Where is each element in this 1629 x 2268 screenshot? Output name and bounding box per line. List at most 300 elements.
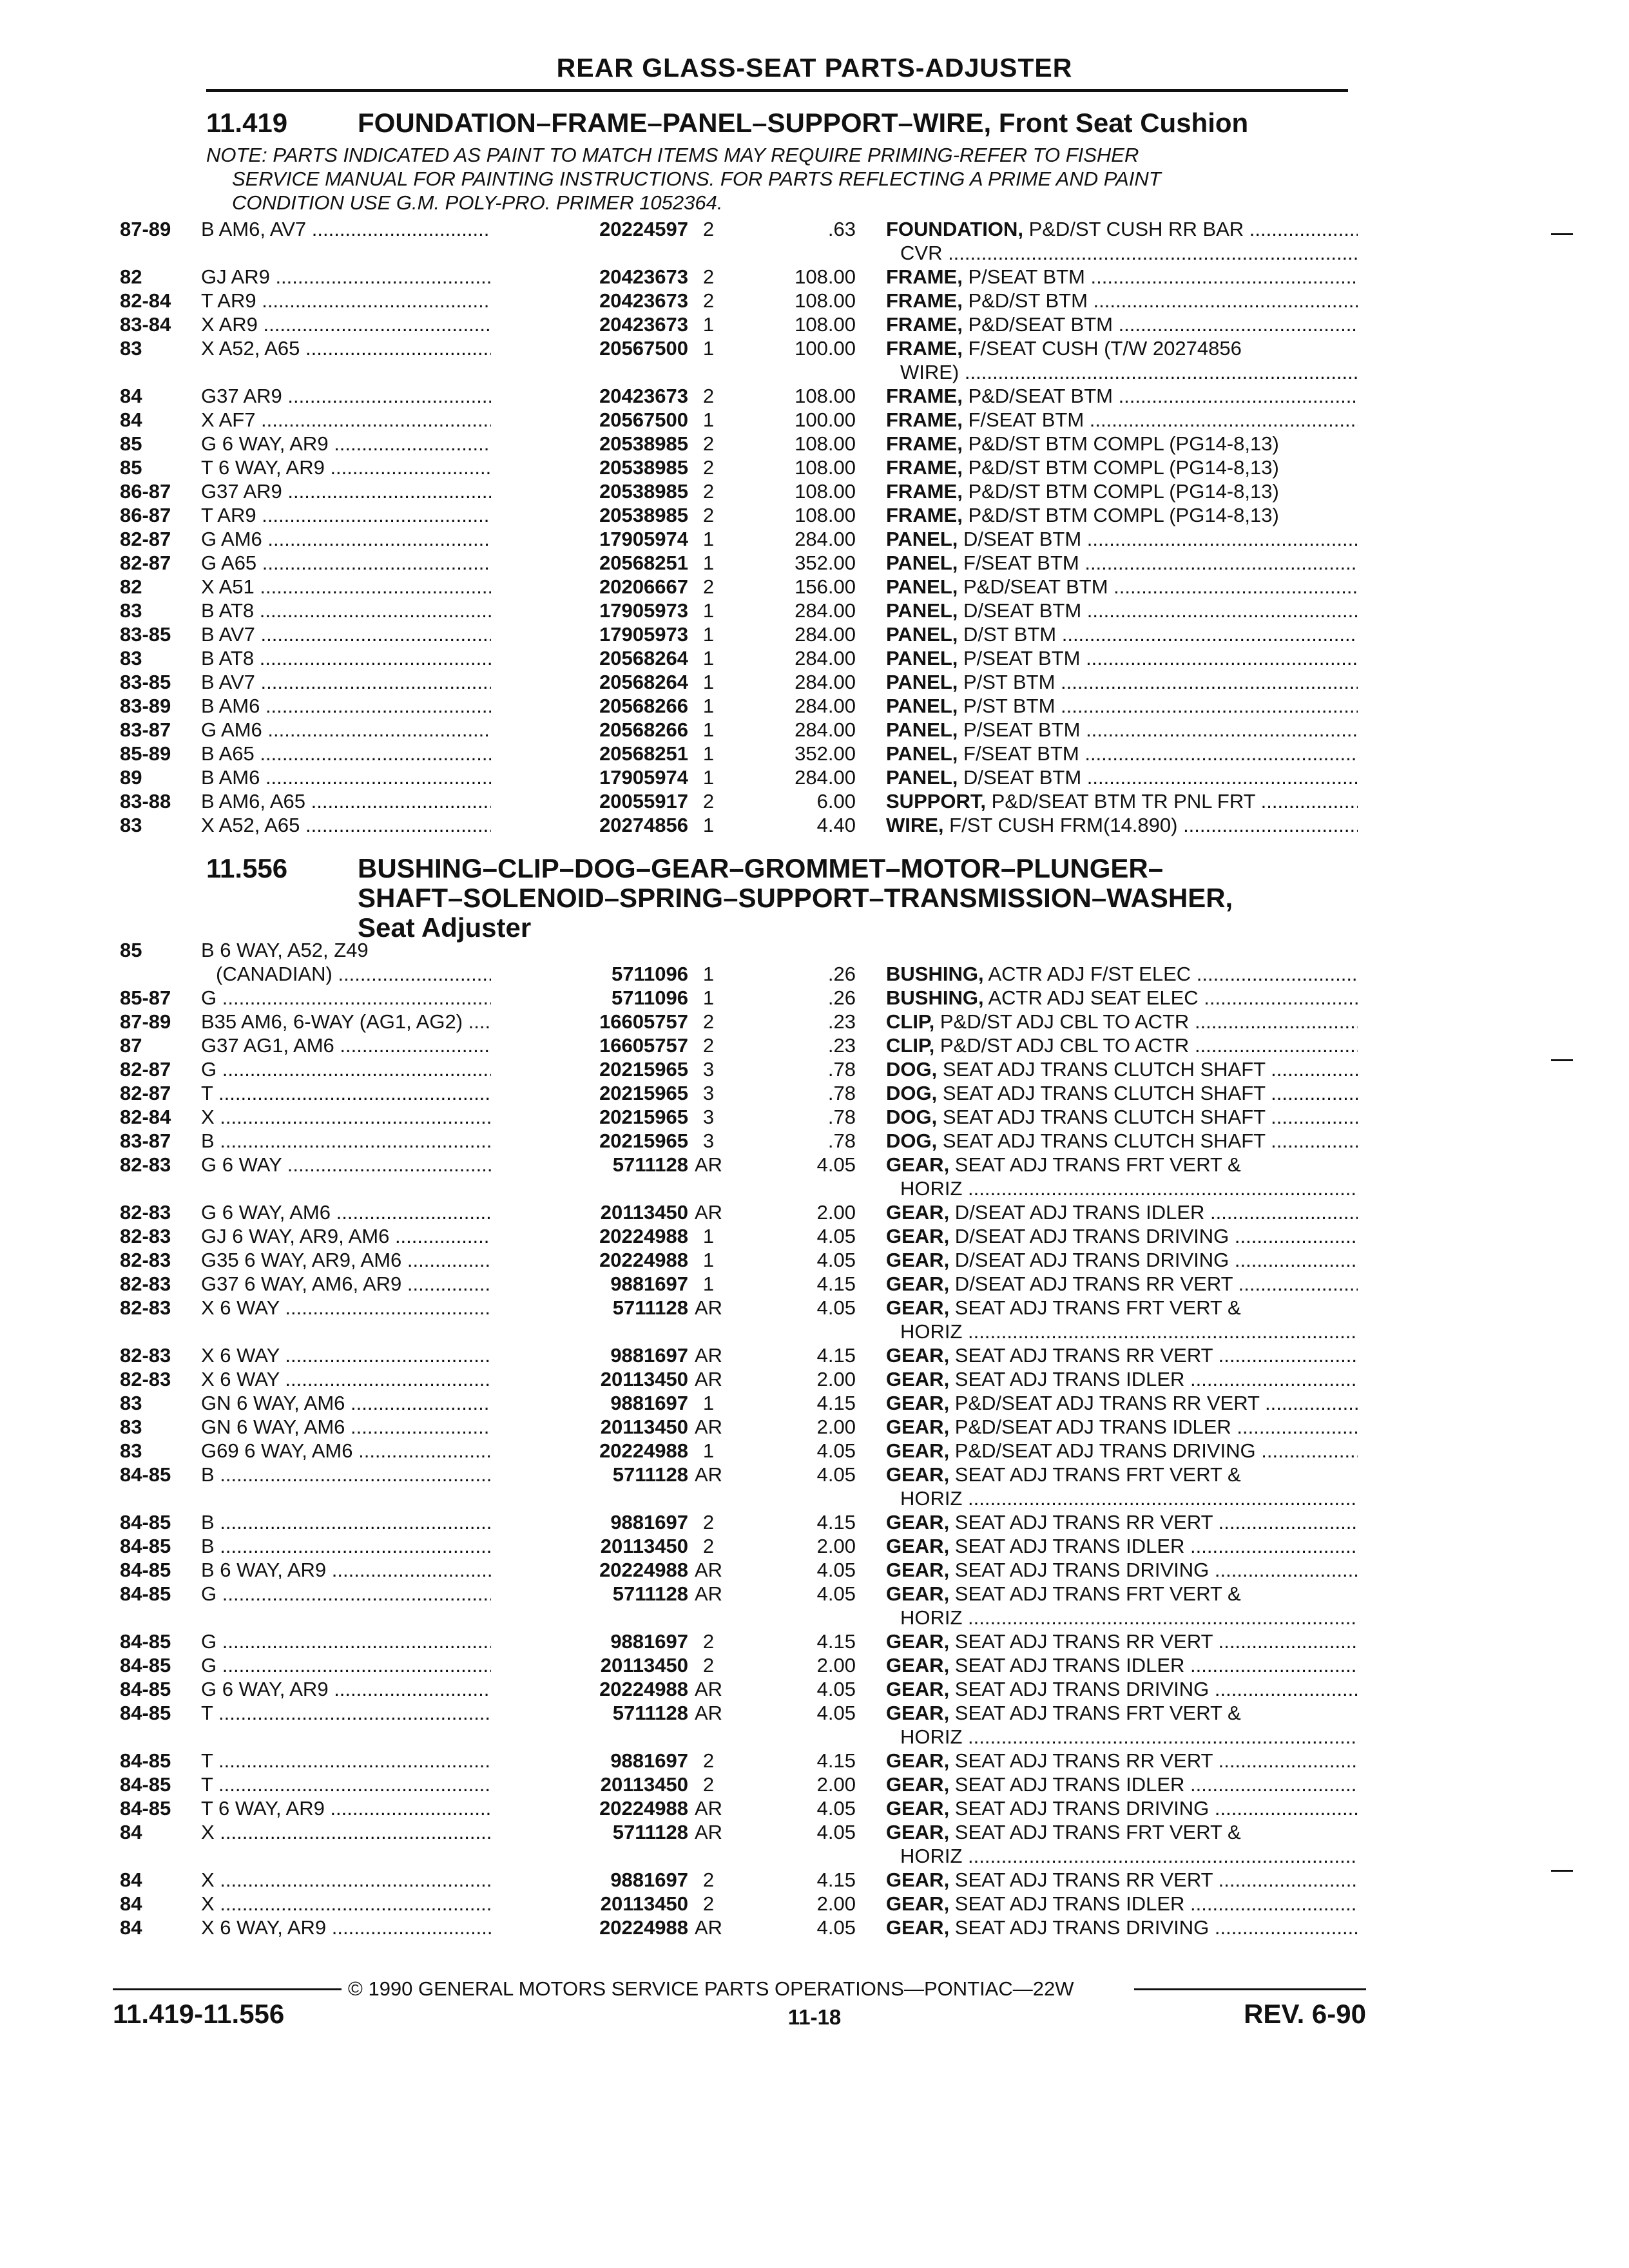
- part-name: GEAR,: [886, 1416, 950, 1438]
- part-description: [886, 551, 1358, 575]
- table-row: [0, 1057, 1629, 1081]
- part-description: [886, 1057, 1358, 1081]
- model-application: G37 AG1, AM6 .....: [201, 1033, 543, 1057]
- part-detail: F/SEAT BTM: [958, 742, 1079, 765]
- model-years: 85: [120, 456, 142, 479]
- continuation-row: [0, 1320, 1629, 1343]
- model-application: G 6 WAY, AR9 .....: [201, 432, 543, 456]
- table-row: [0, 1105, 1629, 1129]
- table-row: [0, 1653, 1629, 1677]
- part-detail: SEAT ADJ TRANS IDLER: [949, 1368, 1185, 1390]
- part-name: SUPPORT,: [886, 790, 987, 812]
- price: 4.05: [816, 1225, 856, 1247]
- part-number: 20215965: [491, 1105, 688, 1129]
- part-detail: SEAT ADJ TRANS RR VERT: [949, 1511, 1213, 1533]
- part-detail: F/SEAT BTM: [958, 552, 1079, 574]
- model-application: G .....: [201, 1629, 543, 1653]
- part-name: DOG,: [886, 1129, 938, 1152]
- part-detail: SEAT ADJ TRANS IDLER: [949, 1535, 1185, 1557]
- part-detail: P&D/SEAT BTM: [958, 575, 1108, 598]
- table-row: [0, 1081, 1629, 1105]
- part-name: GEAR,: [886, 1273, 950, 1295]
- model-years: 84-85: [120, 1678, 171, 1700]
- model-application: X A52, A65 .....: [201, 813, 543, 837]
- table-row: [0, 1010, 1629, 1033]
- model-application: GN 6 WAY, AM6 .....: [201, 1391, 543, 1415]
- part-description: [886, 1391, 1358, 1415]
- quantity: 2: [702, 1034, 715, 1057]
- model-years: 82-83: [120, 1344, 171, 1367]
- part-number: 20224988: [491, 1248, 688, 1272]
- price: 284.00: [795, 695, 856, 717]
- part-name: GEAR,: [886, 1535, 950, 1557]
- model-years: 85: [120, 939, 142, 961]
- quantity: 2: [702, 385, 715, 407]
- note-line: SERVICE MANUAL FOR PAINTING INSTRUCTIONS. FOR PARTS REFLECTING A PRIME AND PAINT: [232, 168, 1161, 190]
- part-name: GEAR,: [886, 1869, 950, 1891]
- part-detail: P/SEAT BTM: [962, 265, 1085, 288]
- part-name: PANEL,: [886, 623, 958, 646]
- part-detail: SEAT ADJ TRANS RR VERT: [949, 1869, 1213, 1891]
- quantity: 1: [702, 408, 715, 431]
- section-title: FOUNDATION–FRAME–PANEL–SUPPORT–WIRE, Front Seat Cushion: [358, 108, 1249, 138]
- part-name: GEAR,: [886, 1511, 950, 1533]
- part-detail: SEAT ADJ TRANS FRT VERT &: [949, 1821, 1241, 1843]
- model-years: 83: [120, 1439, 142, 1462]
- part-detail: SEAT ADJ TRANS DRIVING: [949, 1559, 1210, 1581]
- price: 6.00: [816, 790, 856, 812]
- part-number: 20113450: [491, 1200, 688, 1224]
- model-application: T AR9 .....: [201, 289, 543, 312]
- part-detail: SEAT ADJ TRANS IDLER: [949, 1654, 1185, 1677]
- part-number: 20113450: [491, 1534, 688, 1558]
- part-detail: P&D/SEAT BTM TR PNL FRT: [986, 790, 1256, 812]
- quantity: AR: [694, 1344, 723, 1367]
- part-number: 20423673: [491, 312, 688, 336]
- part-name: WIRE,: [886, 814, 944, 836]
- model-application: X A51 .....: [201, 575, 543, 599]
- model-application: X 6 WAY, AR9 .....: [201, 1916, 543, 1939]
- part-detail: P/SEAT BTM: [958, 718, 1081, 741]
- part-description: [886, 1677, 1358, 1701]
- model-years: 82-87: [120, 528, 171, 550]
- model-years: 85: [120, 432, 142, 455]
- part-number: 20224988: [491, 1796, 688, 1820]
- price: 4.05: [816, 1559, 856, 1581]
- continuation-row: [0, 1177, 1629, 1200]
- model-years: 83: [120, 599, 142, 622]
- quantity: 1: [702, 1273, 715, 1295]
- table-row: [0, 1796, 1629, 1820]
- part-detail: SEAT ADJ TRANS CLUTCH SHAFT: [937, 1082, 1266, 1104]
- table-row: [0, 456, 1629, 479]
- part-detail: P/ST BTM: [958, 671, 1055, 693]
- part-number: 20568251: [491, 742, 688, 765]
- model-application: X AR9 .....: [201, 312, 543, 336]
- part-description: [886, 1439, 1358, 1463]
- part-detail: F/SEAT CUSH (T/W 20274856: [962, 337, 1242, 360]
- model-years: 83-89: [120, 695, 171, 717]
- model-application: B .....: [201, 1129, 543, 1153]
- quantity: 2: [702, 1869, 715, 1891]
- price: 108.00: [795, 504, 856, 526]
- model-application: B .....: [201, 1534, 543, 1558]
- section-number: 11.556: [206, 853, 288, 883]
- part-detail: P&D/SEAT ADJ TRANS RR VERT: [949, 1392, 1260, 1414]
- model-application: X 6 WAY .....: [201, 1296, 543, 1320]
- part-detail: F/SEAT BTM: [962, 408, 1084, 431]
- part-number: 20113450: [491, 1773, 688, 1796]
- model-application: X 6 WAY .....: [201, 1367, 543, 1391]
- part-description: [886, 742, 1358, 765]
- price: 2.00: [816, 1368, 856, 1390]
- part-number: 20055917: [491, 789, 688, 813]
- quantity: AR: [694, 1416, 723, 1438]
- model-application: G .....: [201, 986, 543, 1010]
- part-detail: ACTR ADJ SEAT ELEC: [983, 986, 1199, 1009]
- model-application: T AR9 .....: [201, 503, 543, 527]
- table-row: [0, 1534, 1629, 1558]
- quantity: 2: [702, 432, 715, 455]
- part-detail: SEAT ADJ TRANS RR VERT: [949, 1630, 1213, 1653]
- price: 4.15: [816, 1749, 856, 1772]
- table-row: [0, 1558, 1629, 1582]
- part-description: [886, 1916, 1358, 1939]
- quantity: 2: [702, 289, 715, 312]
- table-row: [0, 646, 1629, 670]
- part-detail: P&D/ST ADJ CBL TO ACTR: [934, 1010, 1190, 1033]
- part-name: FRAME,: [886, 432, 963, 455]
- part-name: FOUNDATION,: [886, 218, 1023, 240]
- part-detail: P&D/ST BTM COMPL (PG14-8,13): [962, 504, 1279, 526]
- table-row: [0, 551, 1629, 575]
- part-description: [886, 1272, 1358, 1296]
- price: 4.15: [816, 1511, 856, 1533]
- revision: REV. 6-90: [1244, 1999, 1366, 2029]
- model-years: 84: [120, 1821, 142, 1843]
- part-description: [886, 670, 1358, 694]
- part-number: 20538985: [491, 432, 688, 456]
- part-name: PANEL,: [886, 695, 958, 717]
- price: .26: [827, 963, 856, 985]
- part-description: [886, 1701, 1358, 1725]
- table-row: [0, 1343, 1629, 1367]
- model-application: B 6 WAY, AR9 .....: [201, 1558, 543, 1582]
- model-years: 84-85: [120, 1559, 171, 1581]
- part-detail: SEAT ADJ TRANS RR VERT: [949, 1749, 1213, 1772]
- model-application: B AM6, AV7 .....: [201, 217, 543, 241]
- price: .23: [827, 1010, 856, 1033]
- price: 284.00: [795, 599, 856, 622]
- quantity: 1: [702, 528, 715, 550]
- model-application: B AM6, A65 .....: [201, 789, 543, 813]
- note-line: CONDITION USE G.M. POLY-PRO. PRIMER 1052364.: [232, 191, 723, 214]
- part-name: GEAR,: [886, 1630, 950, 1653]
- part-description: [886, 962, 1358, 986]
- part-detail: P&D/SEAT ADJ TRANS DRIVING: [949, 1439, 1256, 1462]
- part-name: GEAR,: [886, 1892, 950, 1915]
- table-row: [0, 1296, 1629, 1320]
- description-continuation: HORIZ .....: [886, 1320, 1358, 1343]
- part-detail: P&D/ST BTM COMPL (PG14-8,13): [962, 480, 1279, 503]
- part-number: 20423673: [491, 289, 688, 312]
- part-description: [886, 622, 1358, 646]
- part-description: [886, 527, 1358, 551]
- part-detail: SEAT ADJ TRANS FRT VERT &: [949, 1702, 1241, 1724]
- model-years: 82-83: [120, 1225, 171, 1247]
- model-years: 83-87: [120, 718, 171, 741]
- part-name: GEAR,: [886, 1654, 950, 1677]
- part-detail: P&D/ST BTM COMPL (PG14-8,13): [962, 456, 1279, 479]
- price: 108.00: [795, 289, 856, 312]
- part-description: [886, 1558, 1358, 1582]
- part-description: [886, 1629, 1358, 1653]
- table-row: [0, 1749, 1629, 1773]
- quantity: AR: [694, 1702, 723, 1724]
- part-number: 20538985: [491, 479, 688, 503]
- quantity: 1: [702, 623, 715, 646]
- model-application: T 6 WAY, AR9 .....: [201, 1796, 543, 1820]
- part-number: 9881697: [491, 1868, 688, 1892]
- part-name: GEAR,: [886, 1678, 950, 1700]
- model-application: B .....: [201, 1463, 543, 1486]
- part-number: 20113450: [491, 1367, 688, 1391]
- table-row: [0, 432, 1629, 456]
- table-row: [0, 575, 1629, 599]
- price: 4.15: [816, 1630, 856, 1653]
- continuation-row: [0, 360, 1629, 384]
- quantity: 2: [702, 1535, 715, 1557]
- price: 284.00: [795, 718, 856, 741]
- table-row: [0, 265, 1629, 289]
- table-row: [0, 1629, 1629, 1653]
- price: 4.40: [816, 814, 856, 836]
- margin-mark: [1551, 1059, 1573, 1061]
- model-years: 83-84: [120, 313, 171, 336]
- part-number: 20224988: [491, 1677, 688, 1701]
- table-row: [0, 1153, 1629, 1177]
- model-years: 84: [120, 1869, 142, 1891]
- part-name: PANEL,: [886, 575, 958, 598]
- table-row: [0, 1248, 1629, 1272]
- part-description: [886, 1749, 1358, 1773]
- part-name: GEAR,: [886, 1344, 950, 1367]
- part-description: [886, 1343, 1358, 1367]
- part-number: 5711096: [491, 986, 688, 1010]
- part-detail: D/ST BTM: [958, 623, 1057, 646]
- part-name: GEAR,: [886, 1821, 950, 1843]
- part-detail: D/SEAT ADJ TRANS DRIVING: [949, 1225, 1229, 1247]
- quantity: AR: [694, 1916, 723, 1939]
- part-description: [886, 1796, 1358, 1820]
- section-number: 11.419: [206, 108, 288, 138]
- part-description: [886, 503, 1358, 527]
- part-detail: SEAT ADJ TRANS FRT VERT &: [949, 1582, 1241, 1605]
- model-application: T .....: [201, 1081, 543, 1105]
- model-years: 86-87: [120, 504, 171, 526]
- part-detail: P&D/SEAT BTM: [962, 313, 1113, 336]
- part-number: 20568266: [491, 694, 688, 718]
- model-years: 84-85: [120, 1511, 171, 1533]
- price: 108.00: [795, 480, 856, 503]
- quantity: 3: [702, 1129, 715, 1152]
- model-years: 82-87: [120, 552, 171, 574]
- description-continuation: HORIZ .....: [886, 1725, 1358, 1749]
- quantity: 2: [702, 1892, 715, 1915]
- model-application: G69 6 WAY, AM6 .....: [201, 1439, 543, 1463]
- quantity: 1: [702, 963, 715, 985]
- part-number: 20224988: [491, 1558, 688, 1582]
- price: 4.05: [816, 1153, 856, 1176]
- section-title: [358, 854, 1389, 943]
- table-row: [0, 938, 1629, 962]
- part-description: [886, 1033, 1358, 1057]
- part-description: [886, 1463, 1358, 1486]
- table-row: [0, 1272, 1629, 1296]
- model-years: 83: [120, 647, 142, 669]
- model-years: 87: [120, 1034, 142, 1057]
- quantity: 1: [702, 1249, 715, 1271]
- price: .23: [827, 1034, 856, 1057]
- quantity: 2: [702, 265, 715, 288]
- price: .78: [827, 1129, 856, 1152]
- model-application: G37 AR9 .....: [201, 479, 543, 503]
- part-description: [886, 1153, 1358, 1177]
- quantity: 1: [702, 647, 715, 669]
- part-description: [886, 1010, 1358, 1033]
- title-rule: [206, 89, 1348, 92]
- part-number: 20423673: [491, 265, 688, 289]
- part-name: FRAME,: [886, 313, 963, 336]
- quantity: 1: [702, 986, 715, 1009]
- table-row: [0, 503, 1629, 527]
- part-number: 17905973: [491, 622, 688, 646]
- part-detail: D/SEAT BTM: [958, 528, 1082, 550]
- part-number: 9881697: [491, 1629, 688, 1653]
- part-name: FRAME,: [886, 265, 963, 288]
- part-description: [886, 265, 1358, 289]
- model-years: 84-85: [120, 1463, 171, 1486]
- part-name: PANEL,: [886, 766, 958, 789]
- model-years: 84-85: [120, 1630, 171, 1653]
- part-detail: SEAT ADJ TRANS DRIVING: [949, 1916, 1210, 1939]
- model-application: T 6 WAY, AR9 .....: [201, 456, 543, 479]
- price: 4.05: [816, 1702, 856, 1724]
- part-number: 20113450: [491, 1415, 688, 1439]
- table-row: [0, 789, 1629, 813]
- table-row: [0, 312, 1629, 336]
- price: 284.00: [795, 766, 856, 789]
- table-row: [0, 599, 1629, 622]
- model-years: 82-83: [120, 1273, 171, 1295]
- quantity: 1: [702, 337, 715, 360]
- part-number: 9881697: [491, 1510, 688, 1534]
- part-description: [886, 599, 1358, 622]
- part-name: PANEL,: [886, 528, 958, 550]
- model-application: X .....: [201, 1105, 543, 1129]
- quantity: 1: [702, 695, 715, 717]
- part-number: 5711128: [491, 1820, 688, 1844]
- quantity: 1: [702, 742, 715, 765]
- part-description: [886, 1534, 1358, 1558]
- model-years: 82-83: [120, 1249, 171, 1271]
- model-application: G AM6 .....: [201, 527, 543, 551]
- part-detail: SEAT ADJ TRANS FRT VERT &: [949, 1463, 1241, 1486]
- part-number: 20568264: [491, 646, 688, 670]
- table-row: [0, 1200, 1629, 1224]
- table-row: [0, 1677, 1629, 1701]
- quantity: 3: [702, 1106, 715, 1128]
- part-number: 17905974: [491, 765, 688, 789]
- model-years: 85-89: [120, 742, 171, 765]
- part-name: PANEL,: [886, 552, 958, 574]
- price: .78: [827, 1106, 856, 1128]
- part-name: PANEL,: [886, 742, 958, 765]
- table-row: [0, 479, 1629, 503]
- part-description: [886, 1296, 1358, 1320]
- price: 108.00: [795, 385, 856, 407]
- part-detail: P/ST BTM: [958, 695, 1055, 717]
- part-number: 9881697: [491, 1272, 688, 1296]
- part-number: 20206667: [491, 575, 688, 599]
- model-years: 84: [120, 408, 142, 431]
- part-number: 20113450: [491, 1892, 688, 1916]
- quantity: 1: [702, 766, 715, 789]
- model-application: G AM6 .....: [201, 718, 543, 742]
- part-number: 20215965: [491, 1057, 688, 1081]
- model-years: 84: [120, 1916, 142, 1939]
- model-application: X .....: [201, 1820, 543, 1844]
- part-number: 20215965: [491, 1081, 688, 1105]
- model-application: B AV7 .....: [201, 622, 543, 646]
- part-name: CLIP,: [886, 1010, 935, 1033]
- part-name: GEAR,: [886, 1797, 950, 1820]
- quantity: AR: [694, 1463, 723, 1486]
- model-application: T .....: [201, 1701, 543, 1725]
- part-name: GEAR,: [886, 1153, 950, 1176]
- model-application: G37 6 WAY, AM6, AR9 .....: [201, 1272, 543, 1296]
- price: 2.00: [816, 1773, 856, 1796]
- part-detail: P&D/ST CUSH RR BAR: [1023, 218, 1244, 240]
- part-name: DOG,: [886, 1106, 938, 1128]
- model-years: 83: [120, 1392, 142, 1414]
- model-application: X 6 WAY .....: [201, 1343, 543, 1367]
- table-row: [0, 1820, 1629, 1844]
- part-description: [886, 1367, 1358, 1391]
- part-name: GEAR,: [886, 1249, 950, 1271]
- part-name: GEAR,: [886, 1439, 950, 1462]
- model-application: B AV7 .....: [201, 670, 543, 694]
- part-name: FRAME,: [886, 504, 963, 526]
- part-description: [886, 336, 1358, 360]
- quantity: 1: [702, 599, 715, 622]
- table-row: [0, 336, 1629, 360]
- part-description: [886, 217, 1358, 241]
- price: 4.15: [816, 1869, 856, 1891]
- section-note: [206, 143, 1353, 215]
- part-name: FRAME,: [886, 385, 963, 407]
- model-years: 82-87: [120, 1082, 171, 1104]
- part-description: [886, 1081, 1358, 1105]
- quantity: AR: [694, 1201, 723, 1224]
- quantity: 1: [702, 1392, 715, 1414]
- part-description: [886, 986, 1358, 1010]
- model-application: G 6 WAY .....: [201, 1153, 543, 1177]
- model-application: X .....: [201, 1892, 543, 1916]
- part-number: 5711096: [491, 962, 688, 986]
- part-name: FRAME,: [886, 289, 963, 312]
- part-description: [886, 408, 1358, 432]
